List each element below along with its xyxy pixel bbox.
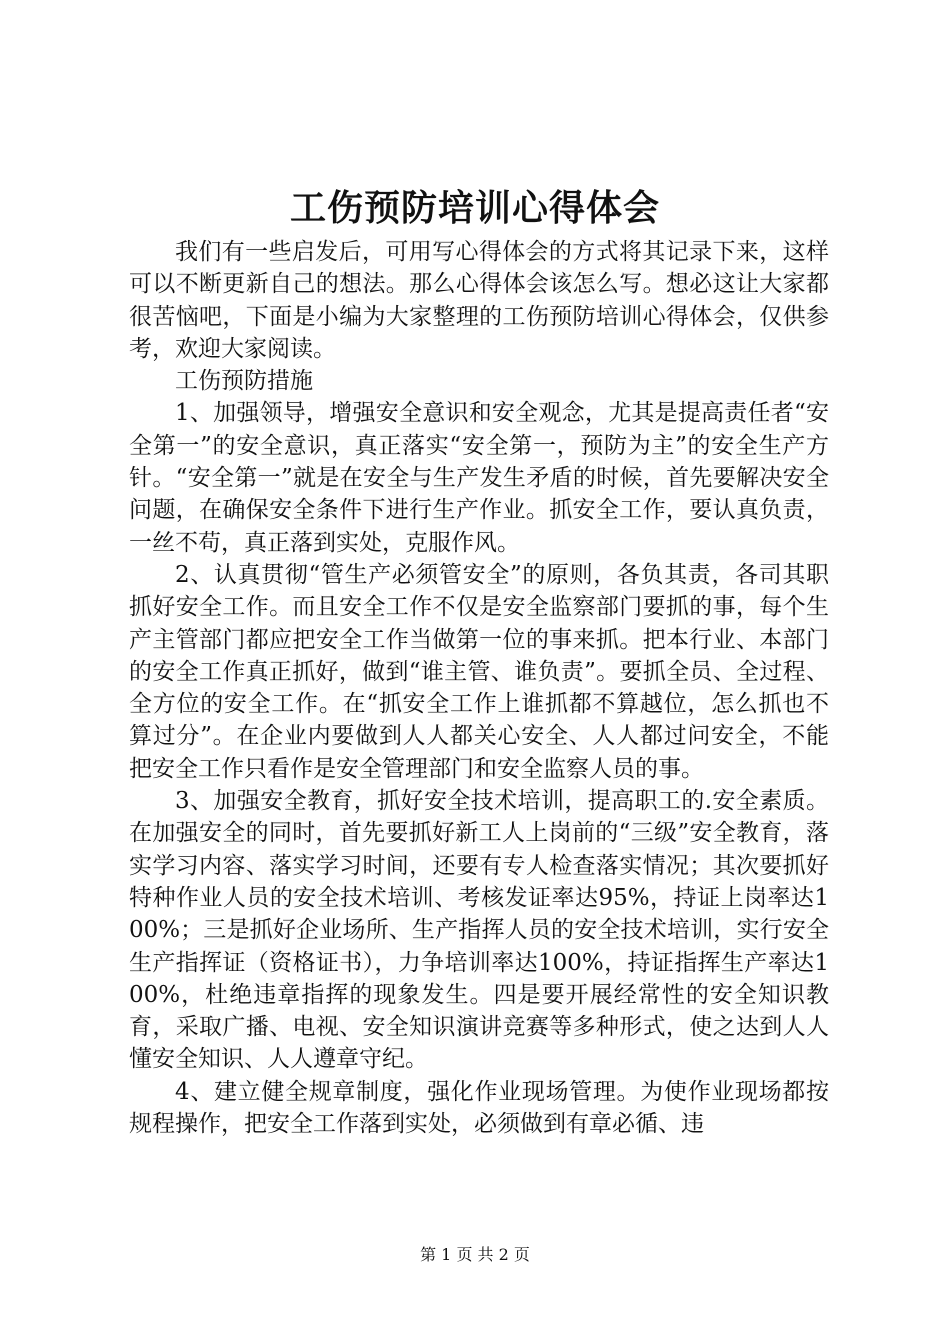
paragraph-item-1: 1、加强领导，增强安全意识和安全观念，尤其是提高责任者“安全第一”的安全意识，真正落实“安全第一，预防为主”的安全生产方针。“安全第一”就是在安全与生产发生矛盾的时候，首先要解决安全问题，在确保安全条件下进行生产作业。抓安全工作，要认真负责，一丝不苟，真正落到实处，克服作风。 xyxy=(129,400,829,556)
document-title: 工伤预防培训心得体会 xyxy=(289,187,660,229)
page-footer: 第 1 页 共 2 页 xyxy=(420,1245,530,1264)
paragraph-item-4: 4、建立健全规章制度，强化作业现场管理。为使作业现场都按规程操作，把安全工作落到实处，必须做到有章必循、违 xyxy=(129,1078,829,1138)
document-body xyxy=(129,236,829,1140)
paragraph-item-2: 2、认真贯彻“管生产必须管安全”的原则，各负其责，各司其职抓好安全工作。而且安全工作不仅是安全监察部门要抓的事，每个生产主管部门都应把安全工作当做第一位的事来抓。把本行业、本部门的安全工作真正抓好，做到“谁主管、谁负责”。要抓全员、全过程、全方位的安全工作。在“抓安全工作上谁抓都不算越位，怎么抓也不算过分”。在企业内要做到人人都关心安全、人人都过问安全，不能把安全工作只看作是安全管理部门和安全监察人员的事。 xyxy=(129,561,829,782)
paragraph-heading-measures: 工伤预防措施 xyxy=(175,368,313,395)
paragraph-intro: 我们有一些启发后，可用写心得体会的方式将其记录下来，这样可以不断更新自己的想法。那么心得体会该怎么写。想必这让大家都很苦恼吧，下面是小编为大家整理的工伤预防培训心得体会，仅供参考，欢迎大家阅读。 xyxy=(129,239,829,362)
paragraph-item-3: 3、加强安全教育，抓好安全技术培训，提高职工的.安全素质。在加强安全的同时，首先要抓好新工人上岗前的“三级”安全教育，落实学习内容、落实学习时间，还要有专人检查落实情况；其次要抓好特种作业人员的安全技术培训、考核发证率达95%，持证上岗率达100%；三是抓好企业场所、生产指挥人员的安全技术培训，实行安全生产指挥证（资格证书），力争培训率达100%，持证指挥生产率达100%，杜绝违章指挥的现象发生。四是要开展经常性的安全知识教育，采取广播、电视、安全知识演讲竞赛等多种形式，使之达到人人懂安全知识、人人遵章守纪。 xyxy=(129,788,829,1073)
